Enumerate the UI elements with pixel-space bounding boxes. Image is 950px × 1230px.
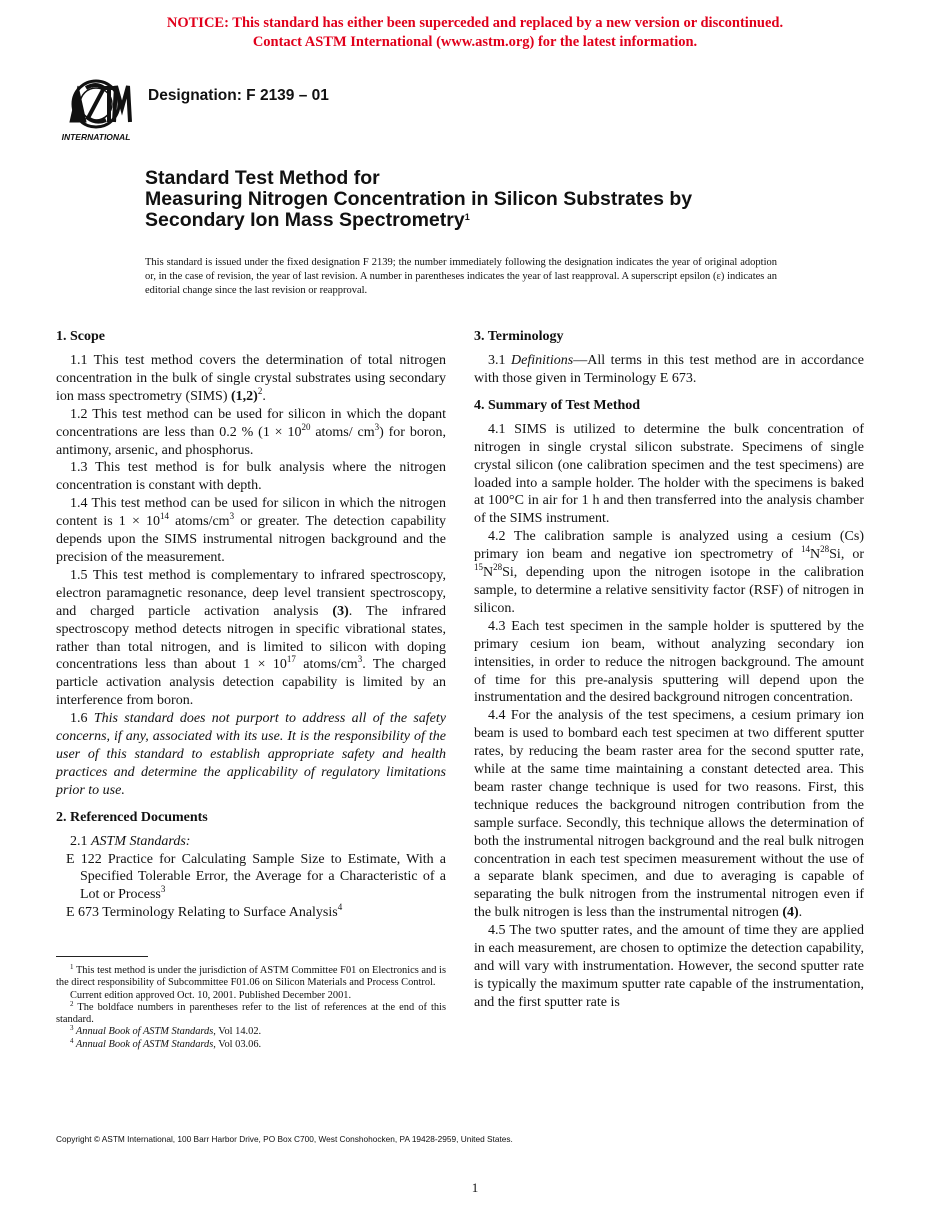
title-line-2: Measuring Nitrogen Concentration in Silicon Substrates by [145,188,693,210]
text: E 673 Terminology Relating to Surface Analysis [66,905,338,921]
ref-citation: (4) [782,905,799,921]
text: ASTM Standards: [91,833,191,849]
text: . [798,905,803,921]
notice-banner [0,14,950,52]
title-line-3 [145,210,845,231]
summary-para-4-1: 4.1 SIMS is utilized to determine the bulk concentration of nitrogen in single crystal silicon substrate. Specimens of single crystal silicon (one calibration specimen and the test specimens) are loaded into a sample holder. The holder with the specimens is baked at 100°C in air for 1 h and then transferred into the analysis chamber of the SIMS instrument. [474,421,864,527]
referenced-para-2-1 [56,833,446,851]
text: , Vol 14.02. [213,1026,262,1038]
safety-statement: This standard does not purport to address all of the safety concerns, if any, associated with its use. It is the responsibility of the user of this standard to establish appropriate safety and health practices and determine the applicability of regulatory limitations prior to use. [56,711,446,798]
text: The boldface numbers in parentheses refer to the list of references at the end of this standard. [56,1001,446,1026]
scope-heading: 1. Scope [56,329,105,344]
isotope-mark: 28 [820,544,830,555]
footnote-mark: 1 [70,963,74,971]
footnote-mark: 4 [70,1036,74,1045]
isotope-mark: 28 [493,562,503,573]
scope-para-1-6 [56,710,446,800]
text: Annual Book of ASTM Standards [73,1026,214,1038]
footnote-mark: 2 [70,999,74,1008]
text: This test method is under the jurisdiction of ASTM Committee F01 on Electronics and is the direct responsibility of Subcommittee F01.06 on Silicon Materials and Process Control. [56,965,446,989]
footnote-mark: 4 [337,902,343,913]
text: 1.6 [70,711,94,727]
scope-para-1-4 [56,495,446,567]
text: . [262,388,266,404]
text: , Vol 03.06. [213,1038,262,1050]
footnote-1 [56,965,446,990]
footnote-3 [56,1026,446,1038]
text: E 122 Practice for Calculating Sample Size to Estimate, With a Specified Tolerable Error, the Average for a Characteristic of a Lot or Process [66,851,446,903]
right-column [474,328,864,1021]
section-summary [474,397,864,1012]
text: atoms/cm [295,657,358,673]
exponent: 14 [159,511,169,522]
left-column [56,328,446,931]
scope-para-1-2 [56,406,446,460]
footnote-divider [56,956,148,957]
footnote-mark: 3 [160,884,166,895]
text: ) for boron, antimony, arsenic, and phosphorus. [56,424,446,458]
designation: Designation: F 2139 – 01 [148,87,329,104]
summary-para-4-3: 4.3 Each test specimen in the sample holder is sputtered by the primary cesium ion beam, without analyzing secondary ion intensities, in order to reduce the nitrogen background. The amount of time for this pre-analysis sputtering will depend upon the instrumentation and the desired background nitrogen concentration. [474,618,864,706]
exponent: 3 [229,511,235,522]
terminology-heading: 3. Terminology [474,329,564,344]
notice-line-1: NOTICE: This standard has either been superceded and replaced by a new version or discontinued. [166,15,784,31]
astm-international-logo-icon [56,78,136,144]
footnote-mark: 3 [70,1024,74,1033]
text: Annual Book of ASTM Standards [73,1038,214,1050]
section-scope [56,328,446,800]
copyright-line: Copyright © ASTM International, 100 Barr Harbor Drive, PO Box C700, West Conshohocken, PA 19428-2959, United States. [56,1134,513,1144]
terminology-para-3-1 [474,352,864,388]
text: 4.4 For the analysis of the test specimens, a cesium primary ion beam is used to bombard each test specimen at two different sputter rates, by reducing the beam raster area for the second sputter rate, while at the same time maintaining a constant detected area. This beam raster change technique is used for two reasons. First, this technique reduces the background nitrogen contribution from the sample surface. Secondly, this technique allows the determination of both the instrumental nitrogen background and the real bulk nitrogen concentration in each test specimen measurement without the use of a separate blank specimen, and due to averaging is capable of separating the bulk nitrogen from the instrumental nitrogen even if the bulk nitrogen is less than the instrumental nitrogen [474,708,864,921]
title-line-1: Standard Test Method for [145,167,380,189]
ref-citation: (1,2) [230,388,258,404]
section-terminology [474,328,864,388]
scope-para-1-3: 1.3 This test method is for bulk analysis where the nitrogen concentration is constant with depth. [56,460,446,494]
summary-para-4-2 [474,528,864,618]
exponent: 3 [374,421,380,432]
text: 1.2 This test method can be used for silicon in which the dopant concentrations are less than 0.2 % (1 × 10 [56,406,446,440]
footnote-2 [56,999,446,1027]
text: atoms/ cm [310,424,375,440]
astm-logo [56,78,136,144]
summary-para-4-4 [474,707,864,922]
footnotes [56,965,446,1051]
footnote-mark: 2 [257,385,263,396]
ref-citation: (3) [332,603,349,619]
exponent: 17 [286,654,296,665]
referenced-heading: 2. Referenced Documents [56,809,208,825]
title-footnote-mark: 1 [464,212,470,222]
text: —All terms in this test method are in accordance with those given in Terminology E 673. [474,353,864,386]
issued-note: This standard is issued under the fixed designation F 2139; the number immediately following the designation indicates the year of original adoption or, in the case of revision, the year of last revision. A number in parentheses indicates the year of last reapproval. A superscript epsilon (ε) indicates an editorial change since the last revision or reapproval. [145,257,777,296]
exponent: 20 [301,421,311,432]
footnote-1b: Current edition approved Oct. 10, 2001. Published December 2001. [70,989,352,1001]
text: 2.1 [70,833,91,849]
text: Si, or [829,547,865,563]
section-referenced-documents [56,809,446,923]
exponent: 3 [357,654,363,665]
footnote-4 [56,1036,446,1051]
scope-para-1-5 [56,567,446,710]
text: . The infrared spectroscopy method detects nitrogen in specific vibrational states, rather than total nitrogen, and is limited to silicon with doping concentrations less than about 1 × 10 [56,603,446,673]
document-title [145,168,845,231]
text: 1.1 This test method covers the determination of total nitrogen concentration in the bulk of single crystal substrates using secondary ion mass spectrometry (SIMS) [56,353,446,404]
isotope-mark: 14 [801,544,811,555]
scope-para-1-1 [56,352,446,406]
summary-para-4-5: 4.5 The two sputter rates, and the amount of time they are applied in each measurement, are chosen to optimize the detection capability, and will vary with instrumentation. However, the second sputter rate is typically the maximum sputter rate capable of the instrumentation, and the first sputter rate is [474,923,864,1010]
reference-e122 [56,851,446,905]
text: atoms/cm [168,514,230,530]
text: or greater. The detection capability depends upon the SIMS instrumental nitrogen background and the precision of the measurement. [56,514,446,565]
text: Si, depending upon the nitrogen isotope in the calibration sample, to determine a relative sensitivity factor (RSF) of nitrogen in silicon. [474,565,864,616]
page-number: 1 [471,1180,479,1195]
reference-e673 [56,904,446,922]
text: 3.1 [488,353,512,368]
text: 4.2 The calibration sample is analyzed using a cesium (Cs) primary ion beam and negative ion spectrometry of [474,529,864,563]
title-line-3-text: Secondary Ion Mass Spectrometry [145,209,465,231]
text: N [483,565,494,581]
isotope-mark: 15 [474,562,483,573]
text: . The charged particle activation analysis detection capability is limited by an interference from boron. [56,657,446,709]
notice-line-2: Contact ASTM International (www.astm.org) for the latest information. [252,34,698,50]
summary-heading: 4. Summary of Test Method [474,397,641,413]
text: 1.4 This test method can be used for silicon in which the nitrogen content is 1 × 10 [56,496,446,530]
text: N [810,547,821,563]
logo-wordmark: INTERNATIONAL [61,132,131,142]
text: Definitions [511,353,574,368]
text: 1.5 This test method is complementary to infrared spectroscopy, electron paramagnetic resonance, deep level transient spectroscopy, and charged particle activation analysis [56,567,446,619]
